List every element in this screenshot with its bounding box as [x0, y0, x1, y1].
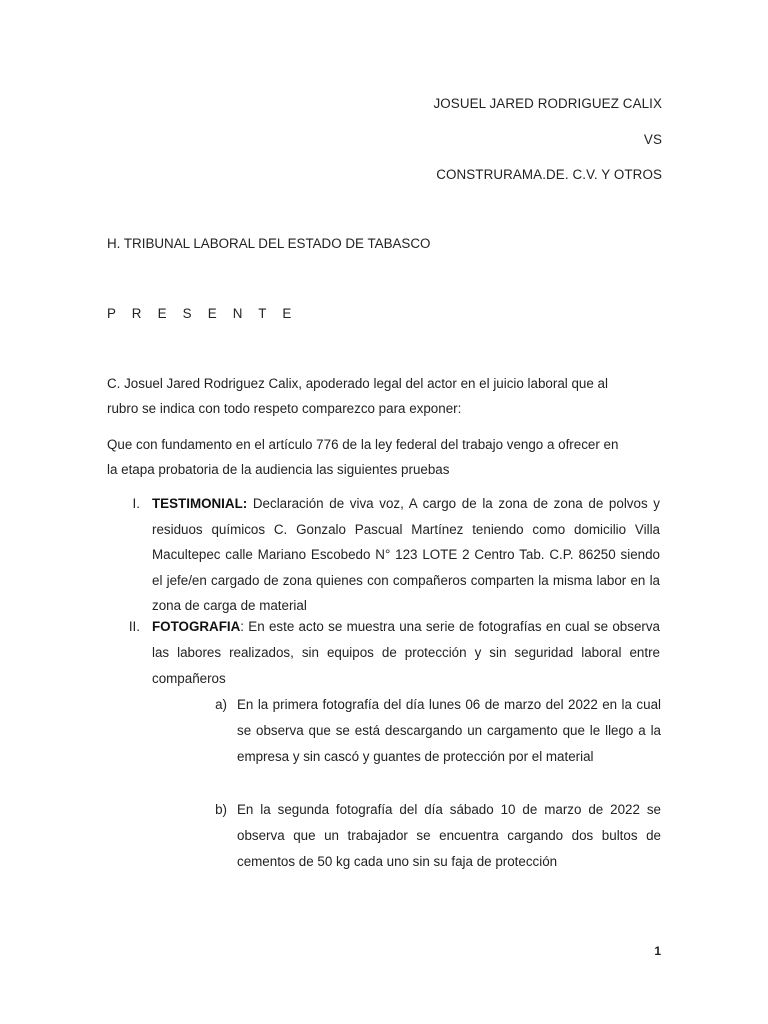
header-plaintiff: JOSUEL JARED RODRIGUEZ CALIX: [433, 96, 662, 111]
sub-item-b: En la segunda fotografía del día sábado 10 de marzo de 2022 se observa que un trabajador se encuentra cargando dos bultos de cementos de 50 kg cada uno sin su faja de protección: [237, 802, 661, 869]
header-defendant: CONSTRURAMA.DE. C.V. Y OTROS: [436, 167, 662, 182]
sub-letter: a): [215, 697, 227, 712]
fundamento-paragraph: [107, 433, 667, 482]
list-item-fotografia: [152, 614, 660, 692]
item-title: TESTIMONIAL:: [152, 496, 248, 511]
item-title: FOTOGRAFIA: [152, 619, 241, 634]
header-versus: VS: [643, 132, 662, 147]
intro-line-2: rubro se indica con todo respeto comparezco para exponer:: [107, 400, 462, 416]
intro-paragraph: [107, 372, 667, 421]
page-number: 1: [654, 944, 661, 958]
list-number: II.: [128, 619, 140, 634]
item-text: : En este acto se muestra una serie de fotografías en cual se observa las labores realizados, sin equipos de protección y sin seguridad laboral entre compañeros: [152, 619, 660, 686]
sub-letter: b): [215, 802, 227, 817]
item-text: Declaración de viva voz, A cargo de la zona de zona de polvos y residuos químicos C. Gonzalo Pascual Martínez teniendo como domicilio Villa Macultepec calle Mariano Escobedo N° 123 LOTE 2 Centro Tab. C.P. 86250 siendo el jefe/en cargado de zona quienes con compañeros comparten la misma labor en la zona de carga de material: [152, 496, 660, 614]
fundamento-line-1: Que con fundamento en el artículo 776 de la ley federal del trabajo vengo a ofrecer en: [107, 437, 619, 452]
presente-heading: P R E S E N T E: [107, 306, 298, 321]
list-item-testimonial: [152, 491, 660, 619]
list-number: I.: [132, 496, 140, 511]
sub-item-a: En la primera fotografía del día lunes 06 de marzo del 2022 en la cual se observa que se está descargando un cargamento que le llego a la empresa y sin cascó y guantes de protección por el material: [237, 697, 661, 764]
intro-line-1: C. Josuel Jared Rodriguez Calix, apoderado legal del actor en el juicio laboral que al: [107, 376, 608, 391]
fundamento-line-2: la etapa probatoria de la audiencia las siguientes pruebas: [107, 461, 450, 477]
addressee: H. TRIBUNAL LABORAL DEL ESTADO DE TABASCO: [107, 236, 431, 251]
